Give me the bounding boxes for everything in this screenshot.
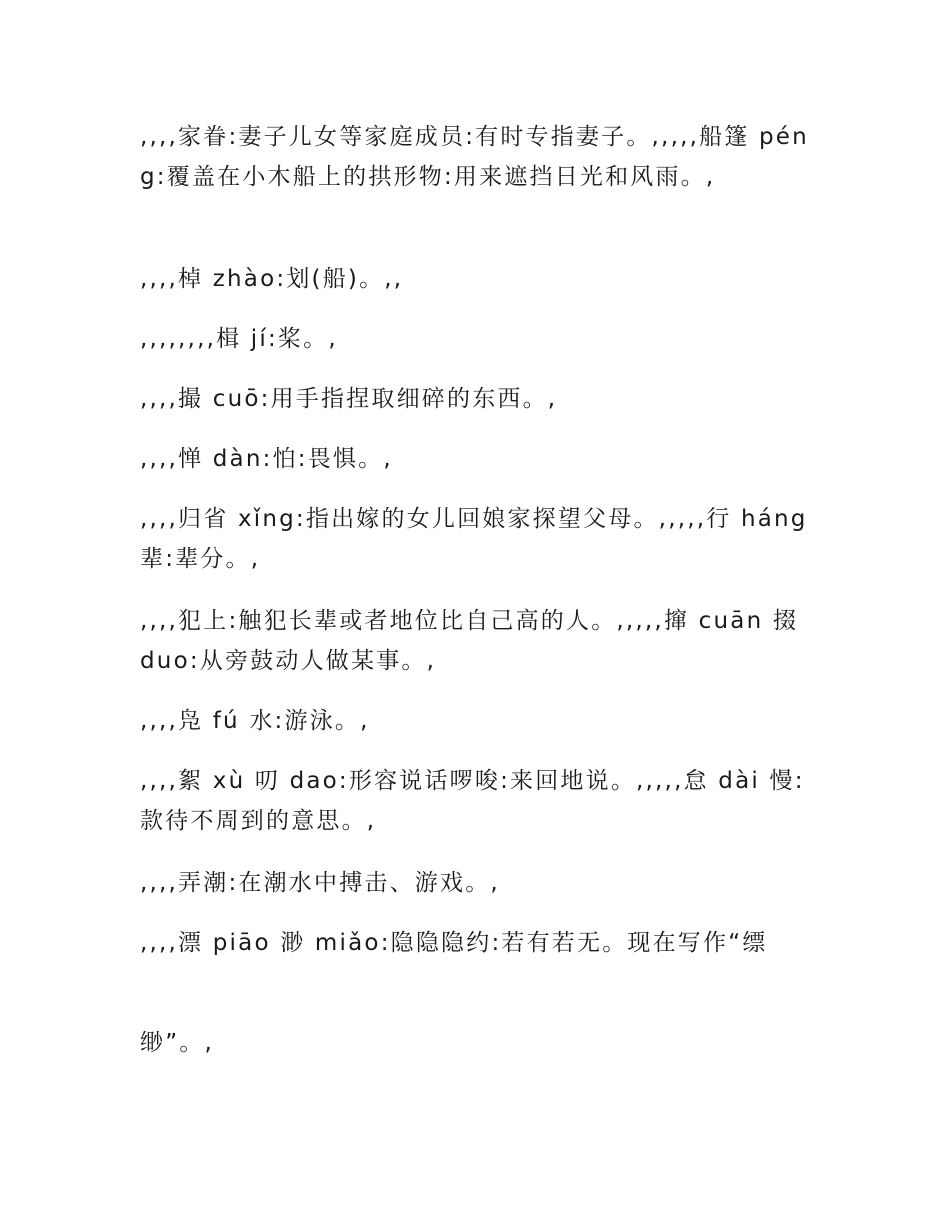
paragraph-ji: ,,,,,,,,楫 jí:桨。, [140, 326, 338, 352]
paragraph-dan: ,,,,惮 dàn:怕:畏惧。, [140, 446, 393, 472]
paragraph-jiajuan-chuanpeng: ,,,,家眷:妻子儿女等家庭成员:有时专指妻子。,,,,,船篷 péng:覆盖在小木船上的拱形物:用来遮挡日光和风雨。, [140, 124, 809, 190]
paragraph-cuo: ,,,,撮 cuō:用手指捏取细碎的东西。, [140, 386, 558, 412]
paragraph-piaomiao: ,,,,漂 piāo 渺 miǎo:隐隐隐约:若有若无。现在写作“缥 [140, 930, 768, 956]
paragraph-guixing-hangbei: ,,,,归省 xǐng:指出嫁的女儿回娘家探望父母。,,,,,行 háng 辈:辈分。, [140, 506, 808, 572]
paragraph-nongchao: ,,,,弄潮:在潮水中搏击、游戏。, [140, 870, 500, 896]
paragraph-fanshang-cuanduo: ,,,,犯上:触犯长辈或者地位比自己高的人。,,,,,撺 cuān 掇 duo:从旁鼓动人做某事。, [140, 608, 799, 674]
paragraph-xudao-daiman: ,,,,絮 xù 叨 dao:形容说话啰唆:来回地说。,,,,,怠 dài 慢:款待不周到的意思。, [140, 768, 805, 834]
paragraph-zhao: ,,,,棹 zhào:划(船)。,, [140, 266, 404, 292]
paragraph-fushui: ,,,,凫 fú 水:游泳。, [140, 708, 370, 734]
paragraph-piaomiao-end: 缈”。, [140, 1030, 215, 1056]
